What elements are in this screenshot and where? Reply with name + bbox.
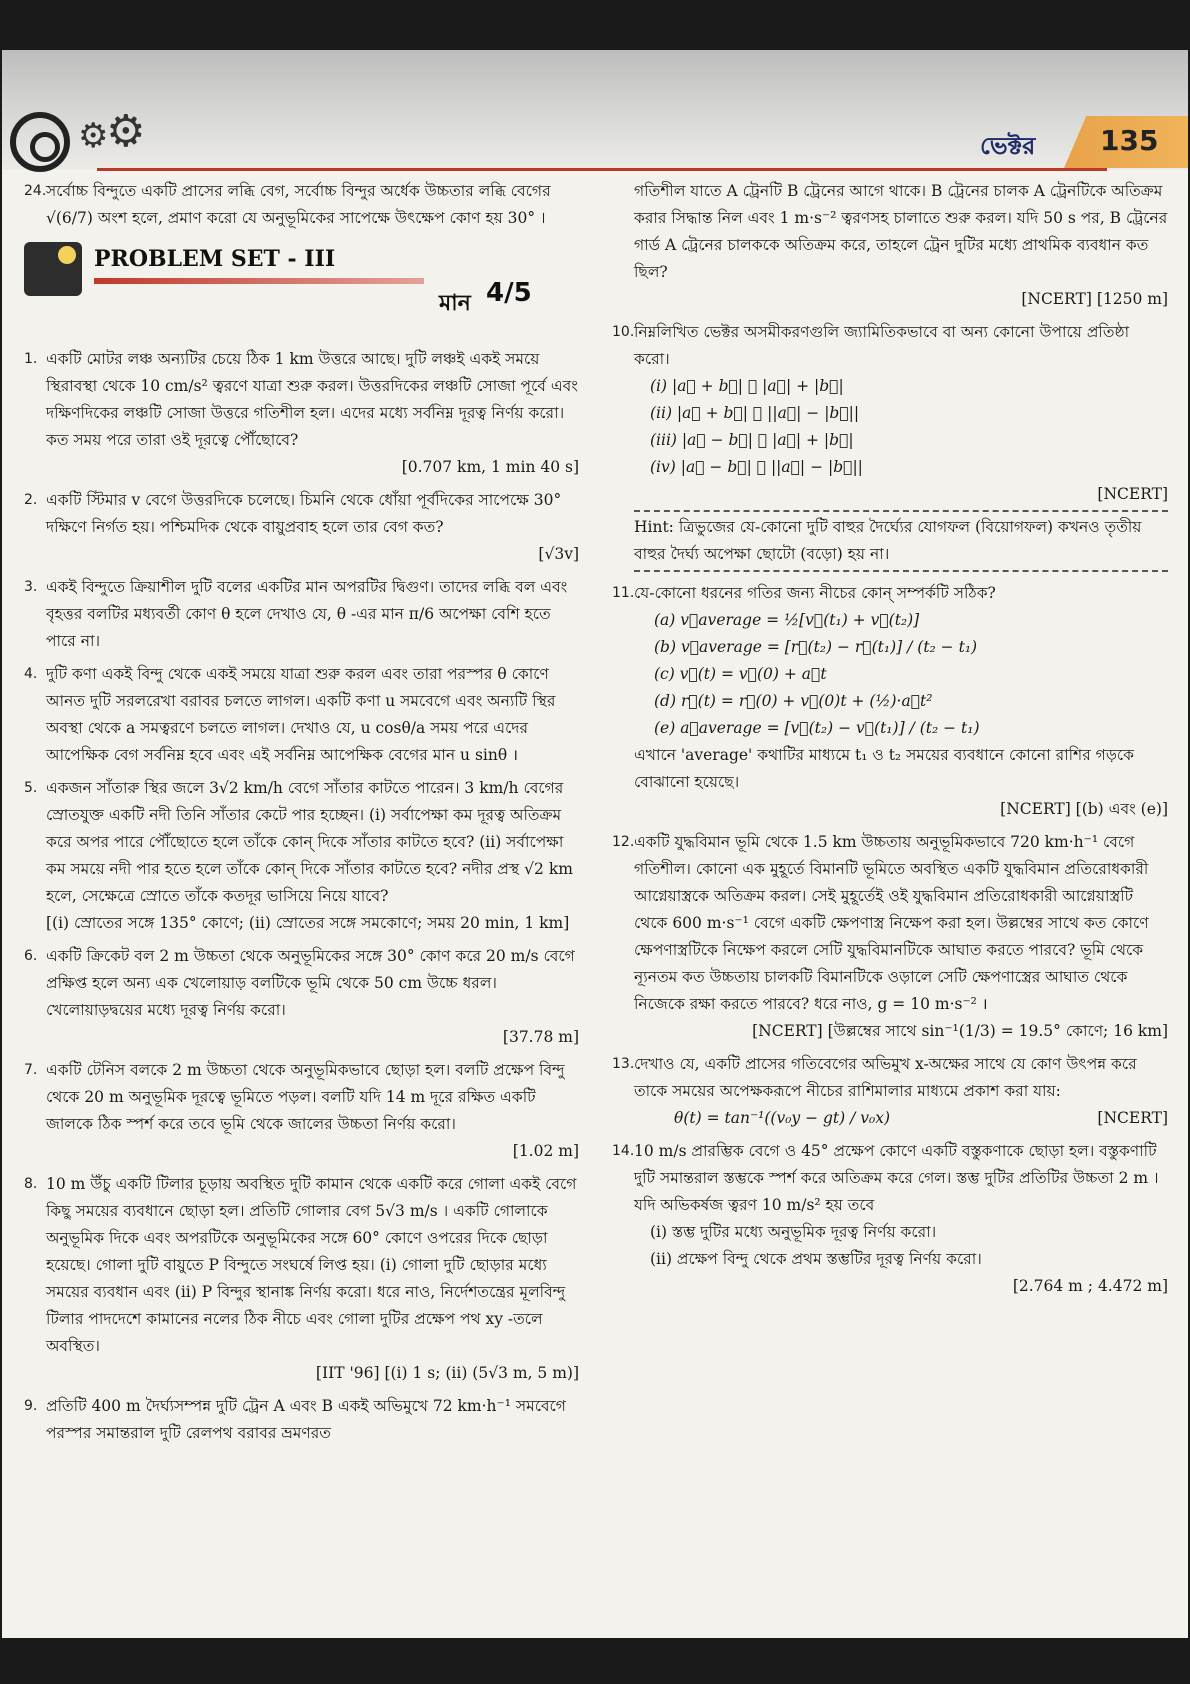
source-tag: [NCERT] bbox=[1097, 1109, 1168, 1127]
answer: [NCERT] [(b) এবং (e)] bbox=[1000, 800, 1168, 818]
answer: [37.78 m] bbox=[502, 1028, 579, 1046]
answer: [NCERT] [1250 m] bbox=[1021, 290, 1168, 308]
question-7: 7. একটি টেনিস বলকে 2 m উচ্চতা থেকে অনুভূমিকভাবে ছোড়া হল। বলটি প্রক্ষেপ বিন্দু থেকে 20 m অনুভূমিক দূরত্বে ভূমিতে পড়ল। বলটি যদি 14 m দূরে রক্ষিত একটি জালকে ঠিক স্পর্শ করে তবে ভূমি থেকে জালের উচ্চতা নির্ণয় করো। [1.02 m] bbox=[24, 1057, 579, 1165]
gear-icon: ⚙ bbox=[78, 116, 109, 156]
answer: [0.707 km, 1 min 40 s] bbox=[401, 458, 579, 476]
answer: [(i) স্রোতের সঙ্গে 135° কোণে; (ii) স্রোতের সঙ্গে সমকোণে; সময় 20 min, 1 km] bbox=[46, 914, 570, 932]
option-item: (c) v⃗(t) = v⃗(0) + a⃗t bbox=[654, 665, 827, 683]
question-1: 1. একটি মোটর লঞ্চ অন্যটির চেয়ে ঠিক 1 km উত্তরে আছে। দুটি লঞ্চই একই সময়ে স্থিরাবস্থা থেকে 10 cm/s² ত্বরণে যাত্রা শুরু করল। উত্তরদিকের লঞ্চটি সোজা পূর্বে এবং দক্ষিণদিকের লঞ্চটি সোজা উত্তরে গতিশীল হল। এদের মধ্যে সর্বনিম্ন দূরত্ব নির্ণয় করো। কত সময় পরে তারা ওই দূরত্বে পৌঁছোবে? [0.707 km, 1 min 40 s] bbox=[24, 346, 579, 481]
telescope-icon bbox=[24, 242, 82, 296]
question-3: 3. একই বিন্দুতে ক্রিয়াশীল দুটি বলের একটির মান অপরটির দ্বিগুণ। তাদের লব্ধি বল এবং বৃহত্তর বলটির মধ্যবর্তী কোণ θ হলে দেখাও যে, θ -এর মান π/6 অপেক্ষা বেশি হতে পারে না। bbox=[24, 578, 568, 650]
problem-set-heading bbox=[24, 238, 579, 342]
note: এখানে 'average' কথাটির মাধ্যমে t₁ ও t₂ সময়ের ব্যবধানে কোনো রাশির গড়কে বোঝানো হয়েছে। bbox=[634, 746, 1134, 791]
question-8: 8. 10 m উঁচু একটি টিলার চূড়ায় অবস্থিত দুটি কামান থেকে একটি করে গোলা একই বেগে কিছু সময়ের ব্যবধানে ছোড়া হল। প্রতিটি গোলার বেগ 5√3 m/s । একটি গোলাকে অনুভূমিক দিকে এবং অপরটিকে অনুভূমিকের সঙ্গে 60° কোণে ওপরের দিকে ছোড়া হয়েছে। গোলা দুটি বায়ুতে P বিন্দুতে সংঘর্ষে লিপ্ত হয়। (i) গোলা দুটি ছোড়ার মধ্যে সময়ের ব্যবধান এবং (ii) P বিন্দুর স্থানাঙ্ক নির্ণয় করো। ধরে নাও, নির্দেশতন্ত্রের মূলবিন্দু টিলার পাদদেশে কামানের নলের ঠিক নীচে এবং গোলা দুটির প্রক্ষেপ পথ xy -তলে অবস্থিত। [IIT '96] [(i) 1 s; (ii) (5√3 m, 5 m)] bbox=[24, 1171, 579, 1387]
textbook-page bbox=[2, 50, 1188, 1638]
left-column bbox=[24, 178, 579, 1453]
inequality-item: (iii) |a⃗ − b⃗| ⩽ |a⃗| + |b⃗| bbox=[650, 431, 854, 449]
question-10: 10. নিম্নলিখিত ভেক্টর অসমীকরণগুলি জ্যামিতিকভাবে বা অন্য কোনো উপায়ে প্রতিষ্ঠা করো। (i) |a⃗ + b⃗| ⩽ |a⃗| + |b⃗| (ii) |a⃗ + b⃗| ⩾ ||a⃗| − |b⃗|| (iii) |a⃗ − b⃗| ⩽ |a⃗| + |b⃗| (iv) |a⃗ − b⃗| ⩾ ||a⃗| − |b⃗|| [NCERT] Hint: ত্রিভুজের যে-কোনো দুটি বাহুর দৈর্ঘ্যের যোগফল (বিয়োগফল) কখনও তৃতীয় বাহুর দৈর্ঘ্য অপেক্ষা ছোটো (বড়ো) হয় না। bbox=[612, 319, 1168, 572]
question-24: 24. সর্বোচ্চ বিন্দুতে একটি প্রাসের লব্ধি বেগ, সর্বোচ্চ বিন্দুর অর্ধেক উচ্চতার লব্ধি বেগের √(6/7) অংশ হলে, প্রমাণ করো যে অনুভূমিকের সাপেক্ষে উৎক্ষেপ কোণ হয় 30° । bbox=[24, 182, 551, 227]
question-11: 11. যে-কোনো ধরনের গতির জন্য নীচের কোন্ সম্পর্কটি সঠিক? (a) v⃗average = ½[v⃗(t₁) + v⃗(t₂)] (b) v⃗average = [r⃗(t₂) − r⃗(t₁)] / (t₂ − t₁) (c) v⃗(t) = v⃗(0) + a⃗t (d) r⃗(t) = r⃗(0) + v⃗(0)t + (½)·a⃗t² (e) a⃗average = [v⃗(t₂) − v⃗(t₁)] / (t₂ − t₁) এখানে 'average' কথাটির মাধ্যমে t₁ ও t₂ সময়ের ব্যবধানে কোনো রাশির গড়কে বোঝানো হয়েছে। [NCERT] [(b) এবং (e)] bbox=[612, 580, 1168, 823]
sub-question: (i) স্তম্ভ দুটির মধ্যে অনুভূমিক দূরত্ব নির্ণয় করো। bbox=[650, 1223, 937, 1241]
question-9: 9. প্রতিটি 400 m দৈর্ঘ্যসম্পন্ন দুটি ট্রেন A এবং B একই অভিমুখে 72 km·h⁻¹ সমবেগে পরস্পর সমান্তরাল দুটি রেলপথ বরাবর ভ্রমণরত bbox=[24, 1397, 566, 1442]
question-14: 14. 10 m/s প্রারম্ভিক বেগে ও 45° প্রক্ষেপ কোণে একটি বস্তুকণাকে ছোড়া হল। বস্তুকণাটি দুটি সমান্তরাল স্তম্ভকে স্পর্শ করে অতিক্রম করে গেল। স্তম্ভ দুটির প্রতিটির উচ্চতা 2 m । যদি অভিকর্ষজ ত্বরণ 10 m/s² হয় তবে (i) স্তম্ভ দুটির মধ্যে অনুভূমিক দূরত্ব নির্ণয় করো। (ii) প্রক্ষেপ বিন্দু থেকে প্রথম স্তম্ভটির দূরত্ব নির্ণয় করো। [2.764 m ; 4.472 m] bbox=[612, 1138, 1168, 1300]
answer: [√3v] bbox=[538, 545, 579, 563]
formula: θ(t) = tan⁻¹((v₀y − gt) / v₀x) bbox=[674, 1109, 891, 1127]
mark-label: মান bbox=[439, 290, 471, 316]
title-underline bbox=[94, 278, 424, 284]
answer: [NCERT] [উল্লম্বের সাথে sin⁻¹(1/3) = 19.5° কোণে; 16 km] bbox=[752, 1022, 1168, 1040]
right-column bbox=[612, 178, 1168, 1306]
question-6: 6. একটি ক্রিকেট বল 2 m উচ্চতা থেকে অনুভূমিকের সঙ্গে 30° কোণ করে 20 m/s বেগে প্রক্ষিপ্ত হলে অন্য এক খেলোয়াড় বলটিকে ভূমি থেকে 50 cm উচ্চে ধরল। খেলোয়াড়দ্বয়ের মধ্যে দূরত্ব নির্ণয় করো। [37.78 m] bbox=[24, 943, 579, 1051]
mark-value: 4/5 bbox=[486, 278, 532, 308]
page-header bbox=[2, 50, 1188, 170]
chapter-name: ভেক্টর bbox=[980, 132, 1036, 160]
question-12: 12. একটি যুদ্ধবিমান ভূমি থেকে 1.5 km উচ্চতায় অনুভূমিকভাবে 720 km·h⁻¹ বেগে গতিশীল। কোনো এক মুহূর্তে বিমানটি ভূমিতে অবস্থিত একটি যুদ্ধবিমান প্রতিরোধকারী আগ্নেয়াস্ত্রকে অতিক্রম করল। সেই মুহূর্তেই ওই যুদ্ধবিমান প্রতিরোধকারী আগ্নেয়াস্ত্রটি থেকে 600 m·s⁻¹ বেগে একটি ক্ষেপণাস্ত্র নিক্ষেপ করা হল। উল্লম্বের সাথে কত কোণে ক্ষেপণাস্ত্রটিকে নিক্ষেপ করলে সেটি যুদ্ধবিমানটিকে আঘাত করতে পারবে? ভূমি থেকে ন্যূনতম কত উচ্চতায় চালকটি বিমানটিকে ওড়ালে সেটি ক্ষেপণাস্ত্রের আঘাত থেকে নিজেকে রক্ষা করতে পারবে? ধরে নাও, g = 10 m·s⁻² । [NCERT] [উল্লম্বের সাথে sin⁻¹(1/3) = 19.5° কোণে; 16 km] bbox=[612, 829, 1168, 1045]
spiral-logo-icon bbox=[10, 112, 70, 172]
question-9-continued: গতিশীল যাতে A ট্রেনটি B ট্রেনের আগে থাকে। B ট্রেনের চালক A ট্রেনটিকে অতিক্রম করার সিদ্ধান্ত নিল এবং 1 m·s⁻² ত্বরণসহ চালাতে শুরু করল। যদি 50 s পর, B ট্রেনের গার্ড A ট্রেনের চালককে অতিক্রম করে, তাহলে ট্রেন দুটির মধ্যে প্রাথমিক ব্যবধান কত ছিল? [NCERT] [1250 m] bbox=[612, 178, 1168, 313]
inequality-item: (iv) |a⃗ − b⃗| ⩾ ||a⃗| − |b⃗|| bbox=[650, 458, 863, 476]
option-item: (d) r⃗(t) = r⃗(0) + v⃗(0)t + (½)·a⃗t² bbox=[654, 692, 933, 710]
header-rule bbox=[97, 168, 1107, 171]
source-tag: [NCERT] bbox=[1097, 485, 1168, 503]
inequality-item: (i) |a⃗ + b⃗| ⩽ |a⃗| + |b⃗| bbox=[650, 377, 844, 395]
option-item: (b) v⃗average = [r⃗(t₂) − r⃗(t₁)] / (t₂ − t₁) bbox=[654, 638, 978, 656]
option-item: (e) a⃗average = [v⃗(t₂) − v⃗(t₁)] / (t₂ − t₁) bbox=[654, 719, 980, 737]
question-13: 13. দেখাও যে, একটি প্রাসের গতিবেগের অভিমুখ x-অক্ষের সাথে যে কোণ উৎপন্ন করে তাকে সময়ের অপেক্ষকরূপে নীচের রাশিমালার মাধ্যমে প্রকাশ করা যায়: θ(t) = tan⁻¹((v₀y − gt) / v₀x) [NCERT] bbox=[612, 1051, 1168, 1132]
question-4: 4. দুটি কণা একই বিন্দু থেকে একই সময়ে যাত্রা শুরু করল এবং তারা পরস্পর θ কোণে আনত দুটি সরলরেখা বরাবর চলতে লাগল। একটি কণা u সমবেগে এবং অন্যটি স্থির অবস্থা থেকে a সমত্বরণে চলতে লাগল। দেখাও যে, u cosθ/a সময় পরে এদের আপেক্ষিক বেগ সর্বনিম্ন হবে এবং এই সর্বনিম্ন আপেক্ষিক বেগের মান u sinθ । bbox=[24, 665, 556, 764]
problem-set-title: PROBLEM SET - III bbox=[94, 246, 336, 272]
page-number: 135 bbox=[1100, 124, 1159, 157]
answer: [2.764 m ; 4.472 m] bbox=[1012, 1277, 1168, 1295]
question-5: 5. একজন সাঁতারু স্থির জলে 3√2 km/h বেগে সাঁতার কাটতে পারেন। 3 km/h বেগের স্রোতযুক্ত একটি নদী তিনি সাঁতার কেটে পার হচ্ছেন। (i) সর্বাপেক্ষা কম দূরত্ব অতিক্রম করে অপর পারে পৌঁছোতে হলে তাঁকে কোন্ দিকে সাঁতার কাটতে হবে? (ii) সর্বাপেক্ষা কম সময়ে নদী পার হতে হলে তাঁকে কোন্ দিকে সাঁতার কাটতে হবে? নদীর প্রস্থ √2 km হলে, সেক্ষেত্রে স্রোতে তাঁকে কতদূর ভাসিয়ে নিয়ে যাবে? [(i) স্রোতের সঙ্গে 135° কোণে; (ii) স্রোতের সঙ্গে সমকোণে; সময় 20 min, 1 km] bbox=[24, 775, 579, 937]
question-2: 2. একটি স্টিমার v বেগে উত্তরদিকে চলেছে। চিমনি থেকে ধোঁয়া পূর্বদিকের সাপেক্ষে 30° দক্ষিণে নির্গত হয়। পশ্চিমদিক থেকে বায়ুপ্রবাহ হলে তার বেগ কত? [√3v] bbox=[24, 487, 579, 568]
answer: [IIT '96] [(i) 1 s; (ii) (5√3 m, 5 m)] bbox=[315, 1364, 579, 1382]
answer: [1.02 m] bbox=[512, 1142, 579, 1160]
sub-question: (ii) প্রক্ষেপ বিন্দু থেকে প্রথম স্তম্ভটির দূরত্ব নির্ণয় করো। bbox=[650, 1250, 982, 1268]
gear-icon: ⚙ bbox=[106, 106, 146, 157]
option-item: (a) v⃗average = ½[v⃗(t₁) + v⃗(t₂)] bbox=[654, 611, 920, 629]
hint-box: Hint: ত্রিভুজের যে-কোনো দুটি বাহুর দৈর্ঘ্যের যোগফল (বিয়োগফল) কখনও তৃতীয় বাহুর দৈর্ঘ্য অপেক্ষা ছোটো (বড়ো) হয় না। bbox=[634, 510, 1168, 572]
inequality-item: (ii) |a⃗ + b⃗| ⩾ ||a⃗| − |b⃗|| bbox=[650, 404, 860, 422]
